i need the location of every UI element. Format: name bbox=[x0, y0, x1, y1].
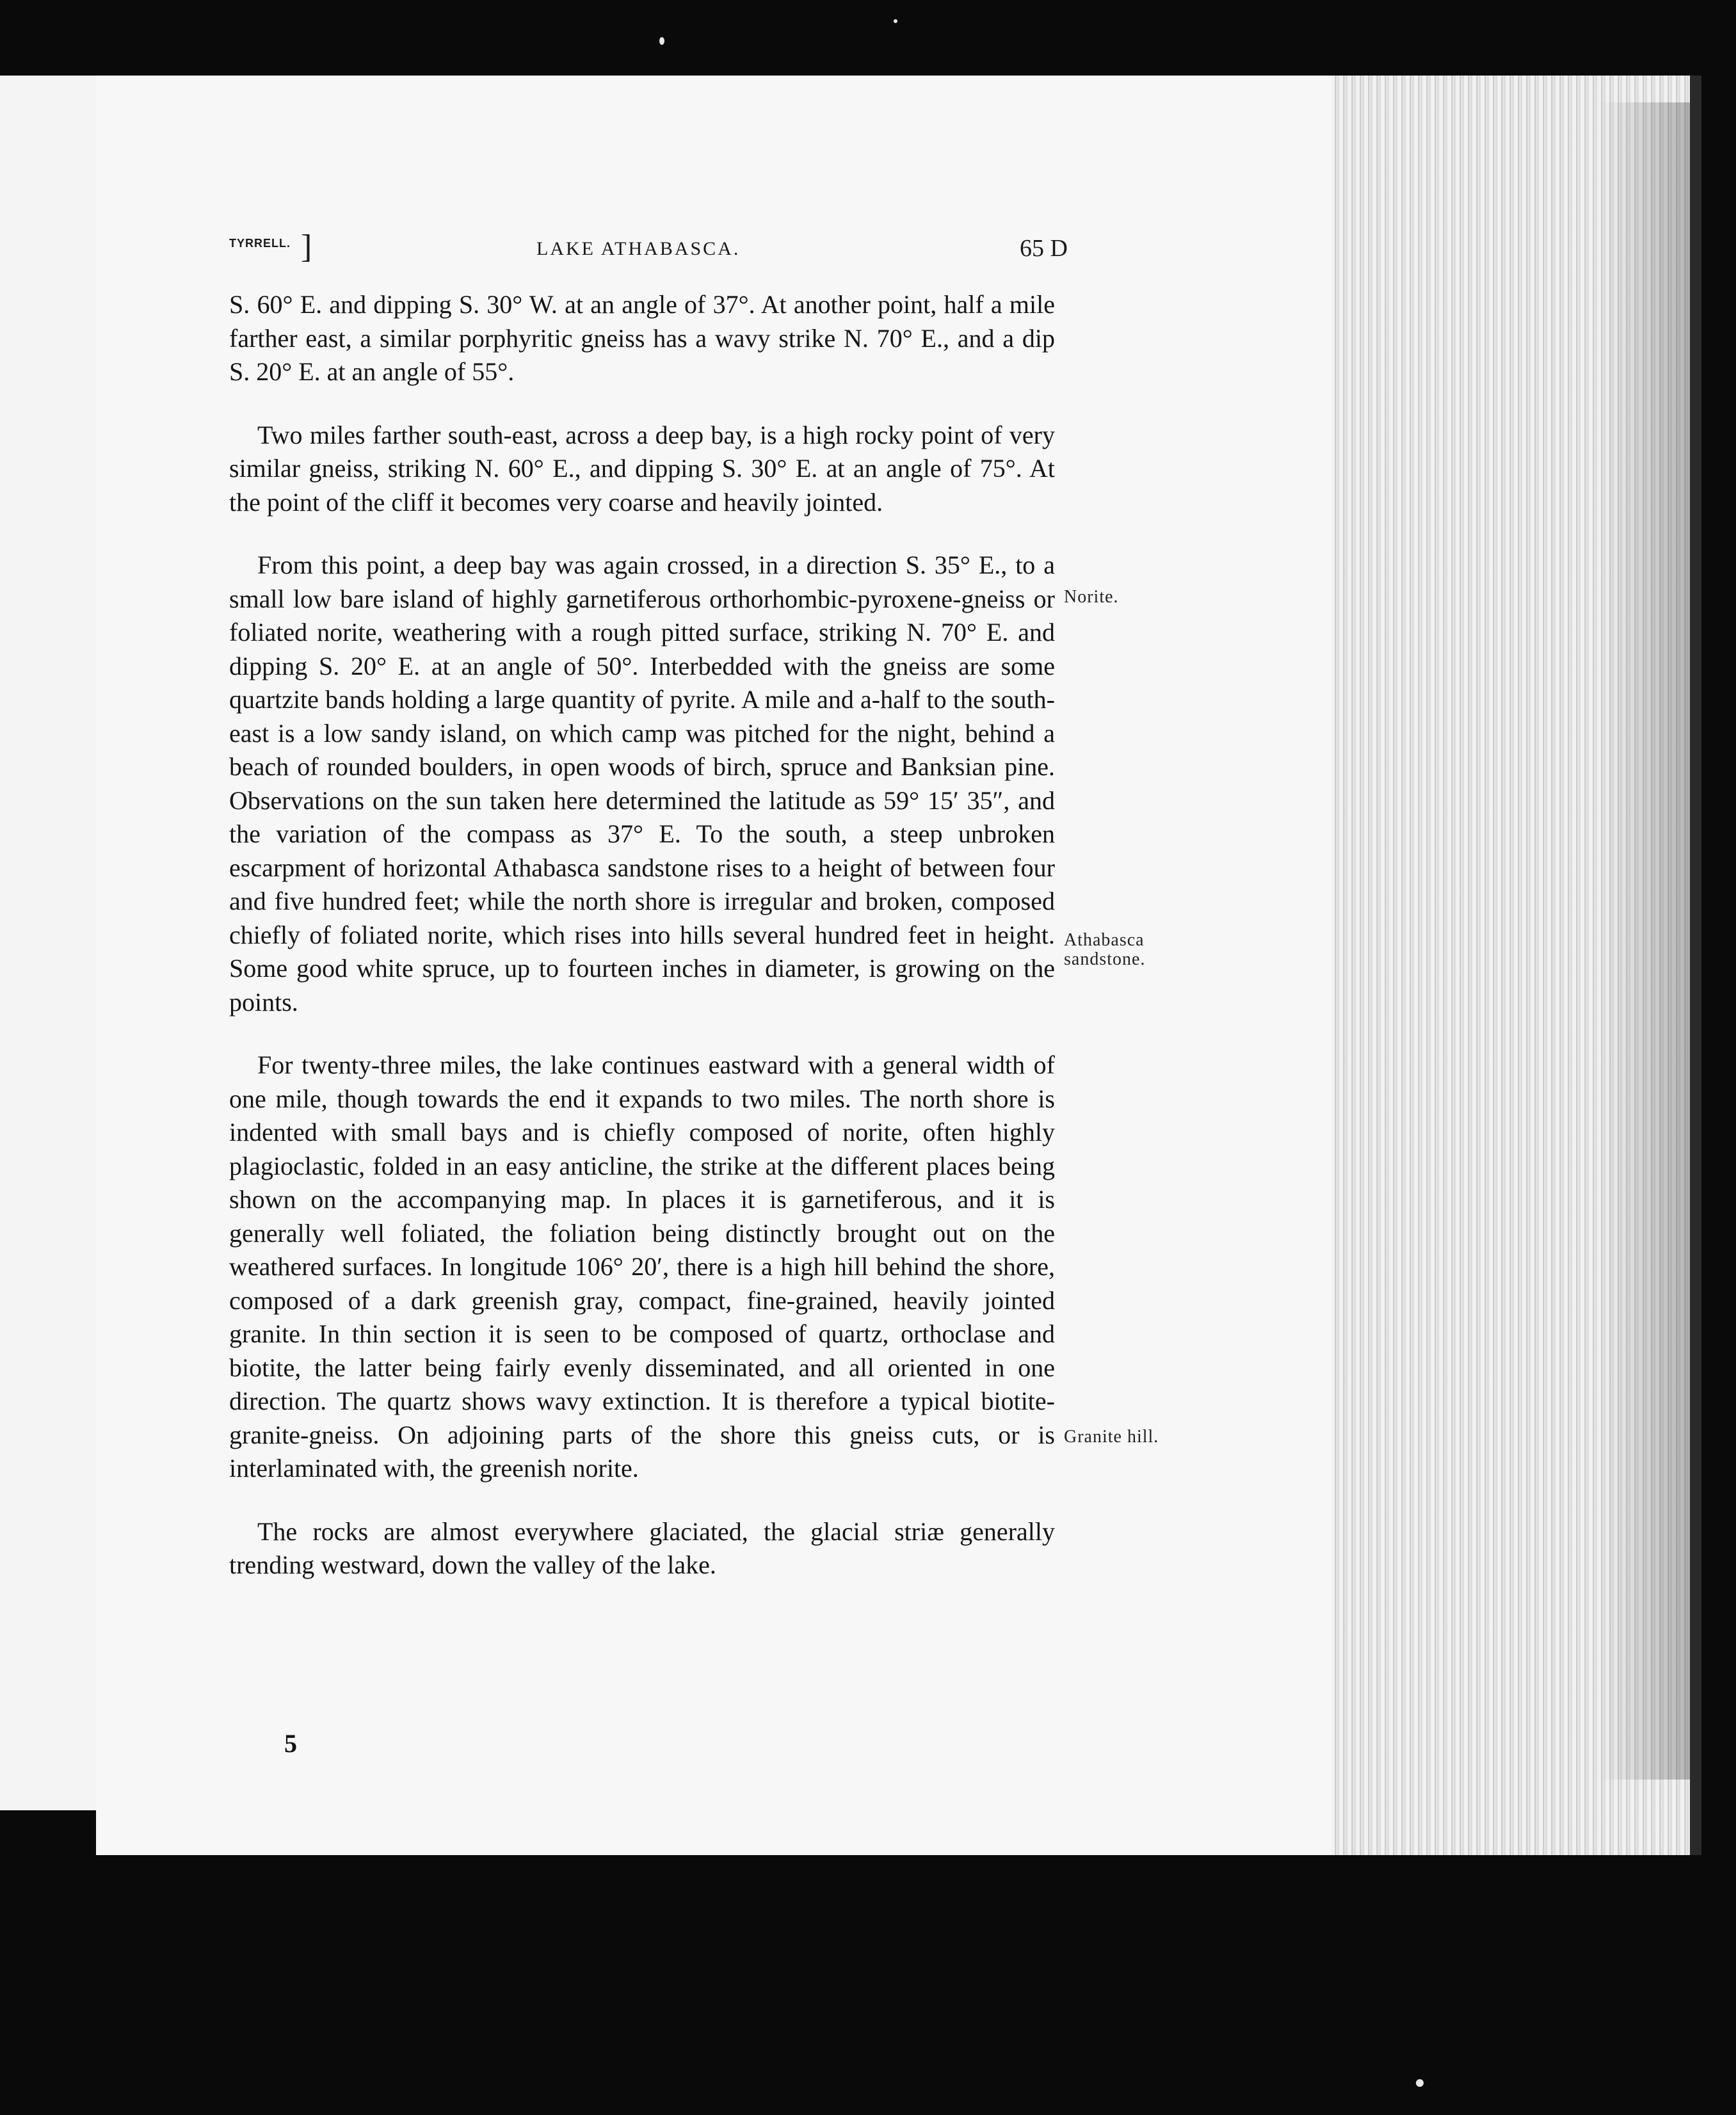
paragraph: For twenty-three miles, the lake continues eastward with a general width of one mile, though towards the end it expands to two miles. The north shore is indented with small bays and is chiefly composed of norite, often highly plagioclastic, folded in an easy anticline, the strike at the different places being shown on the accompanying map. In places it is garnetiferous, and it is generally well foliated, the foliation being distinctly brought out on the weathered surfaces. In longitude 106° 20′, there is a high hill behind the shore, composed of a dark greenish gray, compact, fine-grained, heavily jointed granite. In thin section it is seen to be composed of quartz, orthoclase and biotite, the latter being fairly evenly disseminated, and all oriented in one direction. The quartz shows wavy extinction. It is therefore a typical biotite-granite-gneiss. On adjoining parts of the shore this gneiss cuts, or is interlaminated with, the greenish norite. bbox=[229, 1050, 1055, 1483]
margin-note-norite: Norite. bbox=[1064, 587, 1119, 607]
margin-note-granite: Granite hill. bbox=[1064, 1427, 1159, 1447]
scan-speck bbox=[894, 19, 897, 23]
left-page-edge bbox=[0, 76, 105, 1810]
scan-speck bbox=[1416, 2079, 1424, 2087]
header-title: LAKE ATHABASCA. bbox=[536, 238, 741, 259]
page-edges-shadow bbox=[1600, 102, 1690, 1780]
header-bracket: ] bbox=[301, 229, 312, 265]
header-author: TYRRELL. bbox=[229, 237, 291, 250]
margin-note-athabasca bbox=[1064, 931, 1145, 969]
margin-note-athabasca-line1: Athabasca bbox=[1064, 930, 1145, 950]
paragraph: The rocks are almost everywhere glaciated, the glacial striæ generally trending westward, down the valley of the lake. bbox=[229, 1516, 1055, 1579]
header-page-number: 65 D bbox=[1020, 235, 1068, 262]
paragraph: From this point, a deep bay was again crossed, in a direction S. 35° E., to a small low bare island of highly garnetiferous orthorhombic-pyroxene-gneiss or foliated norite, weathering with a rough pitted surface, striking N. 70° E. and dipping S. 20° E. at an angle of 50°. Interbedded with the gneiss are some quartzite bands holding a large quantity of pyrite. A mile and a-half to the south-east is a low sandy island, on which camp was pitched for the night, behind a beach of rounded boulders, in open woods of birch, spruce and Banksian pine. Observations on the sun taken here determined the latitude as 59° 15′ 35″, and the variation of the compass as 37° E. To the south, a steep unbroken escarpment of horizontal Athabasca sandstone rises to a height of between four and five hundred feet; while the north shore is irregular and broken, composed chiefly of foliated norite, which rises into hills several hundred feet in height. Some good white spruce, up to fourteen inches in diameter, is growing on the points. bbox=[229, 551, 1055, 1017]
running-header bbox=[229, 229, 1068, 270]
body-text bbox=[229, 288, 1055, 1612]
scan-speck bbox=[659, 37, 664, 45]
paragraph: Two miles farther south-east, across a deep bay, is a high rocky point of very similar gneiss, striking N. 60° E., and dipping S. 30° E. at an angle of 75°. At the point of the cliff it becomes very coarse and heavily jointed. bbox=[229, 420, 1055, 517]
paragraph: S. 60° E. and dipping S. 30° W. at an angle of 37°. At another point, half a mile farther east, a similar porphyritic gneiss has a wavy strike N. 70° E., and a dip S. 20° E. at an angle of 55°. bbox=[229, 290, 1055, 386]
signature-mark: 5 bbox=[284, 1729, 297, 1758]
margin-note-athabasca-line2: sandstone. bbox=[1064, 949, 1146, 969]
